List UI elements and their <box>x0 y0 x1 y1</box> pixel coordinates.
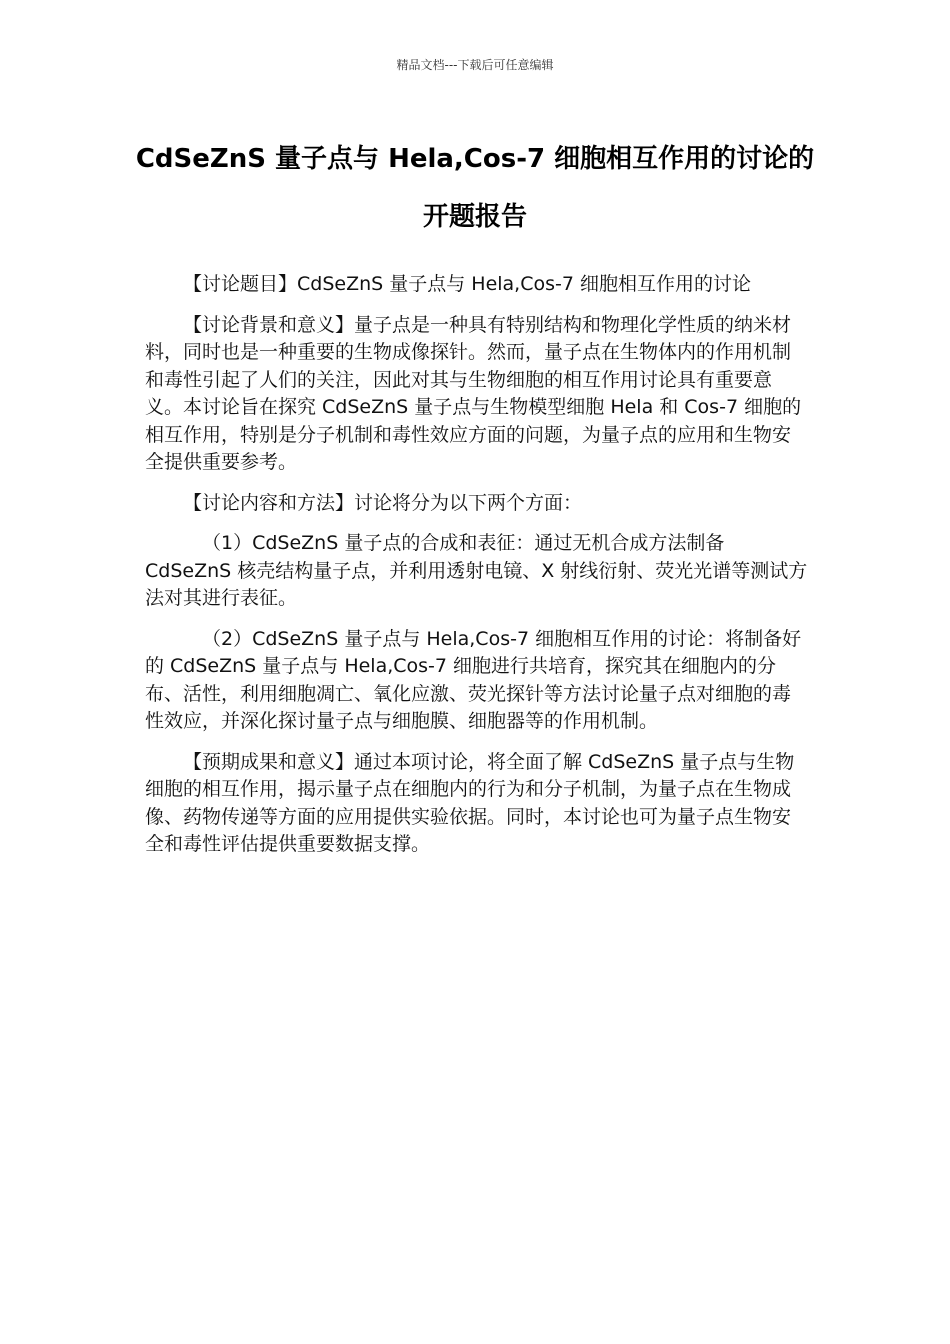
paragraph-background: 【讨论背景和意义】量子点是一种具有特别结构和物理化学性质的纳米材料，同时也是一种重要的生物成像探针。然而，量子点在生物体内的作用机制和毒性引起了人们的关注，因此对其与生物细胞的相互作用讨论具有重要意义。本讨论旨在探究 CdSeZnS 量子点与生物模型细胞 Hela 和 Cos-7 细胞的相互作用，特别是分子机制和毒性效应方面的问题，为量子点的应用和生物安全提供重要参考。 <box>145 313 802 473</box>
paragraph-method-2: （2）CdSeZnS 量子点与 Hela,Cos-7 细胞相互作用的讨论：将制备好的 CdSeZnS 量子点与 Hela,Cos-7 细胞进行共培育，探究其在细胞内的分布、活性，利用细胞凋亡、氧化应激、荧光探针等方法讨论量子点对细胞的毒性效应，并深化探讨量子点与细胞膜、细胞器等的作用机制。 <box>145 627 802 732</box>
paragraph-expected-results: 【预期成果和意义】通过本项讨论，将全面了解 CdSeZnS 量子点与生物细胞的相互作用，揭示量子点在细胞内的行为和分子机制，为量子点在生物成像、药物传递等方面的应用提供实验依据。同时，本讨论也可为量子点生物安全和毒性评估提供重要数据支撑。 <box>145 750 795 855</box>
page-header: 精品文档---下载后可任意编辑 <box>396 58 554 72</box>
paragraph-topic: 【讨论题目】CdSeZnS 量子点与 Hela,Cos-7 细胞相互作用的讨论 <box>183 273 751 295</box>
document-title: CdSeZnS 量子点与 Hela,Cos-7 细胞相互作用的讨论的开题报告 <box>135 144 815 232</box>
paragraph-method-1: （1）CdSeZnS 量子点的合成和表征：通过无机合成方法制备 CdSeZnS 核壳结构量子点，并利用透射电镜、X 射线衍射、荧光光谱等测试方法对其进行表征。 <box>145 532 808 609</box>
document-body <box>145 271 809 872</box>
paragraph-content-methods: 【讨论内容和方法】讨论将分为以下两个方面： <box>183 491 583 514</box>
